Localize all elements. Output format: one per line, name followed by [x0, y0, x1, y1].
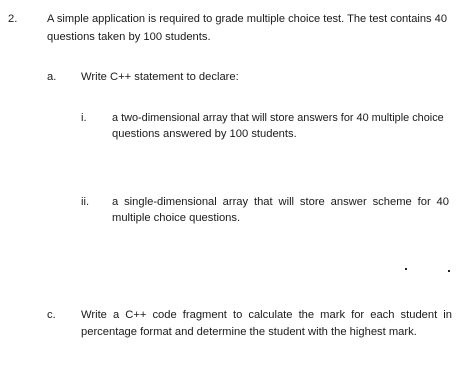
item-ii-label: ii. [81, 196, 90, 208]
part-c-line-2: percentage format and determine the student with the highest mark. [81, 326, 417, 338]
item-i-line-2: questions answered by 100 students. [112, 128, 297, 140]
question-intro-line-1: A simple application is required to grade multiple choice test. The test contains 40 [47, 13, 448, 25]
item-ii-line-2: multiple choice questions. [112, 212, 241, 224]
item-i-label: i. [81, 112, 87, 124]
item-ii-line-1: a single-dimensional array that will store answer scheme for 40 [112, 196, 449, 208]
part-c-label: c. [47, 309, 56, 321]
part-a-text: Write C++ statement to declare: [81, 71, 239, 83]
part-a-label: a. [47, 71, 57, 83]
item-i-line-1: a two-dimensional array that will store answers for 40 multiple choice [112, 112, 444, 124]
question-intro-line-2: questions taken by 100 students. [47, 31, 211, 43]
scan-mark-2 [448, 270, 450, 272]
part-c-line-1: Write a C++ code fragment to calculate the mark for each student in [81, 309, 452, 321]
scan-mark [405, 268, 407, 270]
question-number: 2. [8, 13, 18, 25]
